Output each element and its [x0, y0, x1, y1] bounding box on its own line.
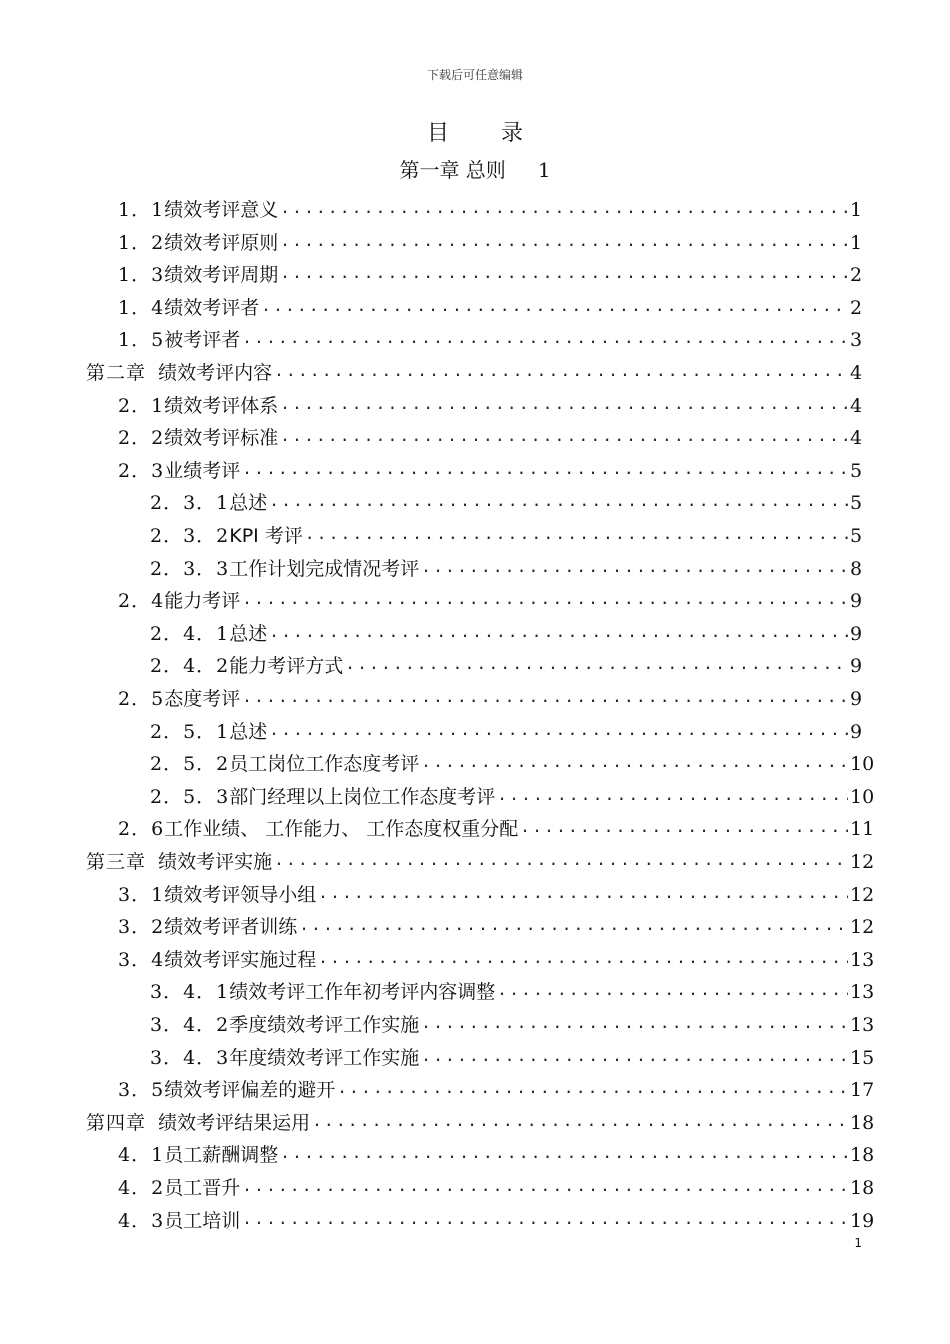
- chapter-1-label: 第一章 总则: [399, 158, 506, 182]
- toc-entry[interactable]: [150, 483, 862, 515]
- toc-entry-number: 2．5．2: [150, 753, 230, 776]
- toc-dot-leader: [269, 718, 848, 742]
- toc-entry-number: 第二章: [86, 362, 147, 384]
- toc-entry[interactable]: [118, 907, 875, 939]
- toc-entry-page: 13: [850, 981, 875, 1004]
- toc-entry-page: 4: [850, 362, 863, 384]
- toc-entry[interactable]: [118, 320, 862, 352]
- toc-dot-leader: [497, 783, 848, 807]
- toc-dot-leader: [421, 1044, 848, 1068]
- toc-entry-page: 2: [850, 264, 863, 287]
- toc-entry-page: 18: [850, 1177, 875, 1199]
- toc-entry-number: 1．5: [118, 329, 165, 352]
- toc-entry-number: 2．3．2: [150, 525, 230, 547]
- toc-entry-label: 绩效考评偏差的避开: [164, 1079, 336, 1102]
- toc-entry-label: 态度考评: [164, 688, 241, 710]
- toc-dot-leader: [299, 913, 848, 937]
- toc-entry-page: 1: [850, 231, 863, 254]
- toc-entry[interactable]: [150, 646, 862, 678]
- toc-entry-number: 2．4．1: [150, 622, 230, 645]
- toc-entry-number: 4．1: [118, 1144, 165, 1167]
- toc-title-char-1: 目: [426, 121, 449, 146]
- toc-dot-leader: [242, 1174, 848, 1198]
- toc-entry-page: 12: [850, 883, 875, 906]
- toc-entry-page: 17: [850, 1079, 875, 1102]
- toc-dot-leader: [280, 1141, 848, 1165]
- toc-entry-number: 1．1: [118, 199, 165, 221]
- toc-entry-number: 2．5．3: [150, 785, 230, 808]
- toc-entry-number: 3．4．3: [150, 1046, 230, 1069]
- toc-entry-page: 9: [850, 720, 863, 743]
- toc-entry[interactable]: [118, 451, 862, 483]
- header-note: 下载后可任意编辑: [426, 68, 523, 82]
- toc-entry[interactable]: [150, 1005, 875, 1037]
- toc-entry-page: 4: [850, 427, 863, 450]
- toc-entry[interactable]: [150, 744, 875, 776]
- toc-entry-page: 12: [850, 851, 875, 873]
- toc-entry-number: 3．4: [118, 948, 165, 971]
- toc-dot-leader: [345, 652, 848, 676]
- toc-dot-leader: [242, 457, 848, 481]
- toc-dot-leader: [242, 685, 848, 709]
- toc-entry-number: 4．3: [118, 1209, 165, 1232]
- toc-entry-page: 5: [850, 525, 863, 547]
- toc-entry-label: 绩效考评实施过程: [164, 948, 317, 971]
- toc-entry-label: 绩效考评意义: [164, 199, 279, 221]
- toc-title: [0, 116, 950, 147]
- toc-entry-label: 绩效考评周期: [164, 264, 279, 287]
- toc-dot-leader: [280, 261, 848, 285]
- toc-entry-number: 3．5: [118, 1079, 165, 1102]
- toc-entry-number: 2．5．1: [150, 720, 230, 743]
- toc-entry[interactable]: [150, 549, 862, 581]
- toc-entry-number: 3．1: [118, 883, 165, 906]
- toc-dot-leader: [318, 881, 848, 905]
- toc-entry-number: 3．2: [118, 916, 165, 939]
- toc-dot-leader: [421, 750, 848, 774]
- toc-dot-leader: [280, 392, 848, 416]
- toc-entry-label: 绩效考评标准: [164, 427, 279, 450]
- toc-dot-leader: [280, 424, 848, 448]
- toc-entry-page: 11: [850, 818, 875, 841]
- toc-entry-number: 3．4．2: [150, 1014, 230, 1036]
- toc-entry-label: 绩效考评工作年初考评内容调整: [229, 981, 496, 1004]
- toc-entry-page: 9: [850, 590, 863, 613]
- toc-entry-page: 13: [850, 948, 875, 971]
- toc-dot-leader: [280, 196, 848, 220]
- toc-entry-page: 2: [850, 296, 863, 319]
- toc-entry[interactable]: [118, 1201, 875, 1233]
- toc-entry-page: 9: [850, 688, 863, 710]
- toc-entry-number: 第三章: [86, 851, 147, 873]
- toc-dot-leader: [421, 555, 848, 579]
- toc-entry-page: 5: [850, 459, 863, 482]
- toc-entry-page: 5: [850, 492, 863, 515]
- toc-dot-leader: [242, 587, 848, 611]
- toc-dot-leader: [520, 815, 848, 839]
- toc-entry-label: 工作业绩、 工作能力、 工作态度权重分配: [164, 818, 519, 841]
- toc-entry-label: 能力考评: [164, 590, 241, 613]
- toc-entry[interactable]: [150, 972, 875, 1004]
- toc-entry-label: 年度绩效考评工作实施: [229, 1046, 420, 1069]
- chapter-1-page: 1: [537, 158, 551, 182]
- toc-entry[interactable]: [150, 777, 875, 809]
- toc-entry[interactable]: [118, 1070, 875, 1102]
- toc-entry-page: 15: [850, 1046, 875, 1069]
- toc-entry-page: 10: [850, 785, 875, 808]
- toc-chapter-entry[interactable]: [86, 842, 875, 874]
- toc-entry-page: 12: [850, 916, 875, 939]
- toc-dot-leader: [269, 620, 848, 644]
- toc-entry[interactable]: [118, 223, 862, 255]
- toc-entry-number: 2．2: [118, 427, 165, 450]
- toc-entry-label: 被考评者: [164, 329, 241, 352]
- toc-entry-label: 部门经理以上岗位工作态度考评: [229, 785, 496, 808]
- toc-entry[interactable]: [118, 940, 875, 972]
- toc-entry[interactable]: [118, 255, 862, 287]
- toc-entry-number: 1．2: [118, 231, 165, 254]
- toc-entry-label: 工作计划完成情况考评: [229, 557, 420, 580]
- toc-dot-leader: [269, 489, 848, 513]
- toc-entry-number: 2．1: [118, 394, 165, 417]
- toc-entry[interactable]: [150, 712, 862, 744]
- toc-entry[interactable]: [118, 679, 862, 711]
- toc-entry-label: 员工培训: [164, 1209, 241, 1232]
- toc-entry-page: 4: [850, 394, 863, 417]
- toc-entry-label: 绩效考评体系: [164, 394, 279, 417]
- toc-dot-leader: [242, 1207, 848, 1231]
- toc-entry-number: 2．4: [118, 590, 165, 613]
- toc-dot-leader: [242, 326, 848, 350]
- toc-entry-number: 2．4．2: [150, 655, 230, 678]
- toc-entry-page: 3: [850, 329, 863, 352]
- toc-entry-page: 10: [850, 753, 875, 776]
- toc-dot-leader: [261, 294, 848, 318]
- toc-entry-label: 绩效考评者训练: [164, 916, 298, 939]
- toc-entry[interactable]: [118, 1168, 875, 1200]
- toc-entry-page: 9: [850, 655, 863, 678]
- toc-entry-label: 员工薪酬调整: [164, 1144, 279, 1167]
- toc-entry-label: 业绩考评: [164, 459, 241, 482]
- toc-entry-label: 绩效考评内容: [146, 362, 273, 384]
- toc-entry[interactable]: [118, 875, 875, 907]
- toc-entry-label: 绩效考评结果运用: [146, 1111, 311, 1134]
- toc-entry[interactable]: [118, 1135, 875, 1167]
- toc-entry-number: 第四章: [86, 1111, 147, 1134]
- toc-entry-page: 9: [850, 622, 863, 645]
- toc-dot-leader: [274, 848, 848, 872]
- toc-entry-label: 总述: [229, 720, 268, 743]
- toc-entry-number: 1．3: [118, 264, 165, 287]
- toc-entry-page: 18: [850, 1144, 875, 1167]
- toc-entry-number: 3．4．1: [150, 981, 230, 1004]
- toc-dot-leader: [421, 1011, 848, 1035]
- toc-dot-leader: [280, 229, 848, 253]
- toc-entry-number: 4．2: [118, 1177, 165, 1199]
- toc-entry-label: 总述: [229, 492, 268, 515]
- toc-chapter-entry[interactable]: [86, 353, 862, 385]
- toc-entry-label: 员工晋升: [164, 1177, 241, 1199]
- toc-entry-page: 18: [850, 1111, 875, 1134]
- toc-entry[interactable]: [150, 516, 862, 548]
- toc-dot-leader: [497, 978, 848, 1002]
- toc-dot-leader: [337, 1076, 848, 1100]
- toc-title-char-2: 录: [501, 121, 524, 146]
- toc-entry[interactable]: [150, 614, 862, 646]
- toc-dot-leader: [318, 946, 848, 970]
- toc-entry-label: 绩效考评者: [164, 296, 260, 319]
- toc-entry[interactable]: [118, 386, 862, 418]
- toc-entry-page: 8: [850, 557, 863, 580]
- toc-entry-label: 绩效考评原则: [164, 231, 279, 254]
- toc-entry[interactable]: [118, 190, 862, 222]
- toc-entry[interactable]: [118, 809, 875, 841]
- toc-entry-label: 绩效考评实施: [146, 851, 273, 873]
- toc-dot-leader: [305, 522, 848, 546]
- toc-entry-label: 能力考评方式: [229, 655, 344, 678]
- toc-entry[interactable]: [118, 418, 862, 450]
- toc-entry-label: KPI 考评: [229, 525, 303, 547]
- toc-entry[interactable]: [118, 288, 862, 320]
- toc-entry-number: 2．6: [118, 818, 165, 841]
- toc-entry-label: 绩效考评领导小组: [164, 883, 317, 906]
- toc-entry-number: 2．5: [118, 688, 165, 710]
- toc-entry-page: 19: [850, 1209, 875, 1232]
- toc-entry-label: 员工岗位工作态度考评: [229, 753, 420, 776]
- toc-entry-page: 13: [850, 1014, 875, 1036]
- toc-entry-number: 2．3．3: [150, 557, 230, 580]
- toc-entry[interactable]: [150, 1038, 875, 1070]
- toc-entry-label: 总述: [229, 622, 268, 645]
- toc-entry-page: 1: [850, 199, 863, 221]
- toc-entry-number: 2．3: [118, 459, 165, 482]
- toc-entry-number: 2．3．1: [150, 492, 230, 515]
- toc-entry[interactable]: [118, 581, 862, 613]
- toc-dot-leader: [312, 1109, 848, 1133]
- chapter-1-heading[interactable]: [0, 154, 950, 183]
- toc-entry-number: 1．4: [118, 296, 165, 319]
- toc-dot-leader: [274, 359, 848, 383]
- toc-entry-label: 季度绩效考评工作实施: [229, 1014, 420, 1036]
- toc-chapter-entry[interactable]: [86, 1103, 875, 1135]
- page-number: 1: [854, 1236, 862, 1250]
